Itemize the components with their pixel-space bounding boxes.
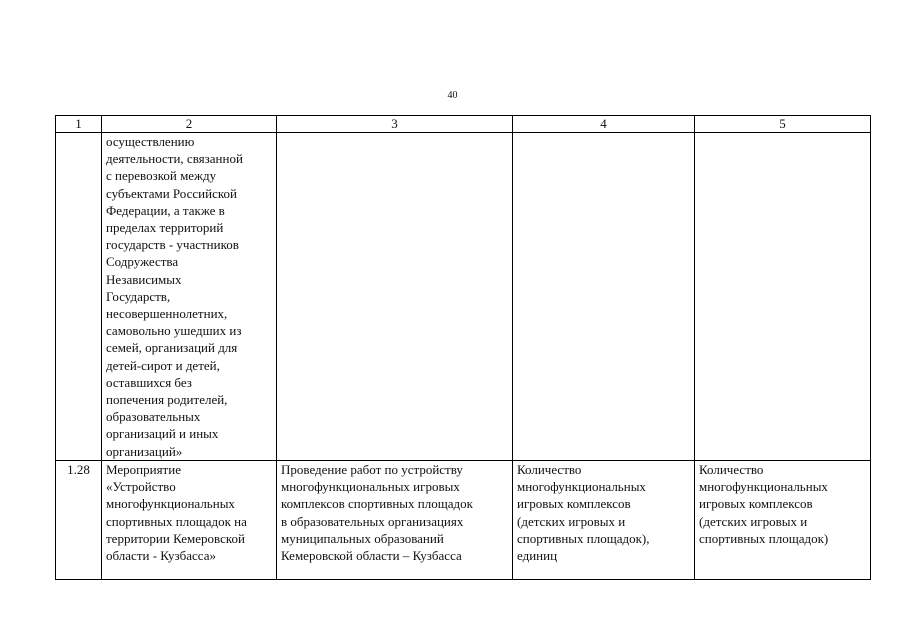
table-row [56,461,871,580]
text-line: попечения родителей, [106,392,228,408]
table-cell [277,133,513,461]
text-line: многофункциональных игровых [281,479,460,495]
text-line: многофункциональных [517,479,646,495]
text-line: в образовательных организациях [281,513,464,529]
text-line: организаций» [106,443,183,459]
text-line: несовершеннолетних, [106,306,228,322]
table-cell [102,461,277,580]
text-line: Содружества [106,254,179,270]
text-line: комплексов спортивных площадок [281,496,473,512]
text-line: муниципальных образований [281,530,444,546]
text-line: Кемеровской области – Кузбасса [281,548,462,564]
text-line: единиц [517,548,558,564]
table-cell [513,461,695,580]
table-cell [56,133,102,461]
column-header: 1 [56,116,102,133]
text-line: самовольно ушедших из [106,323,242,339]
text-line: с перевозкой между [106,168,217,184]
text-line: осуществлению [106,134,195,149]
text-line: спортивных площадок на [106,513,247,529]
text-line: Государств, [106,288,171,304]
text-line: «Устройство [106,479,176,495]
table-row [56,133,871,461]
text-line: Количество [517,462,582,477]
text-line: образовательных [106,409,201,425]
text-line: деятельности, связанной [106,151,243,167]
table-cell [277,461,513,580]
text-lines [106,461,272,564]
column-header: 2 [102,116,277,133]
column-header: 5 [695,116,871,133]
text-line: игровых комплексов [517,496,631,512]
text-line: игровых комплексов [699,496,813,512]
text-line: государств - участников [106,237,239,253]
text-line: многофункциональных [699,479,828,495]
text-lines [699,461,866,547]
text-line: спортивных площадок), [517,530,650,546]
text-line: Федерации, а также в [106,202,225,218]
text-line: субъектами Российской [106,185,237,201]
text-line: детей-сирот и детей, [106,357,220,373]
table-cell [695,461,871,580]
text-line: Независимых [106,271,182,287]
text-line: Количество [699,462,764,477]
text-lines [106,133,272,460]
text-line: Мероприятие [106,462,181,477]
column-header: 4 [513,116,695,133]
text-lines [281,461,508,564]
table-cell [695,133,871,461]
text-line: пределах территорий [106,220,224,236]
text-line: Проведение работ по устройству [281,462,463,477]
document-table [55,115,871,580]
page-number: 40 [447,90,458,101]
text-line: спортивных площадок) [699,530,829,546]
text-line: оставшихся без [106,374,192,390]
text-lines [517,461,690,564]
row-number: 1.28 [56,461,102,580]
table-cell [513,133,695,461]
text-line: многофункциональных [106,496,235,512]
text-line: территории Кемеровской [106,530,245,546]
text-line: организаций и иных [106,426,219,442]
text-line: (детских игровых и [699,513,808,529]
table-cell [102,133,277,461]
text-line: (детских игровых и [517,513,626,529]
text-line: семей, организаций для [106,340,238,356]
text-line: области - Кузбасса» [106,548,216,564]
column-header: 3 [277,116,513,133]
table-header-row [56,116,871,133]
